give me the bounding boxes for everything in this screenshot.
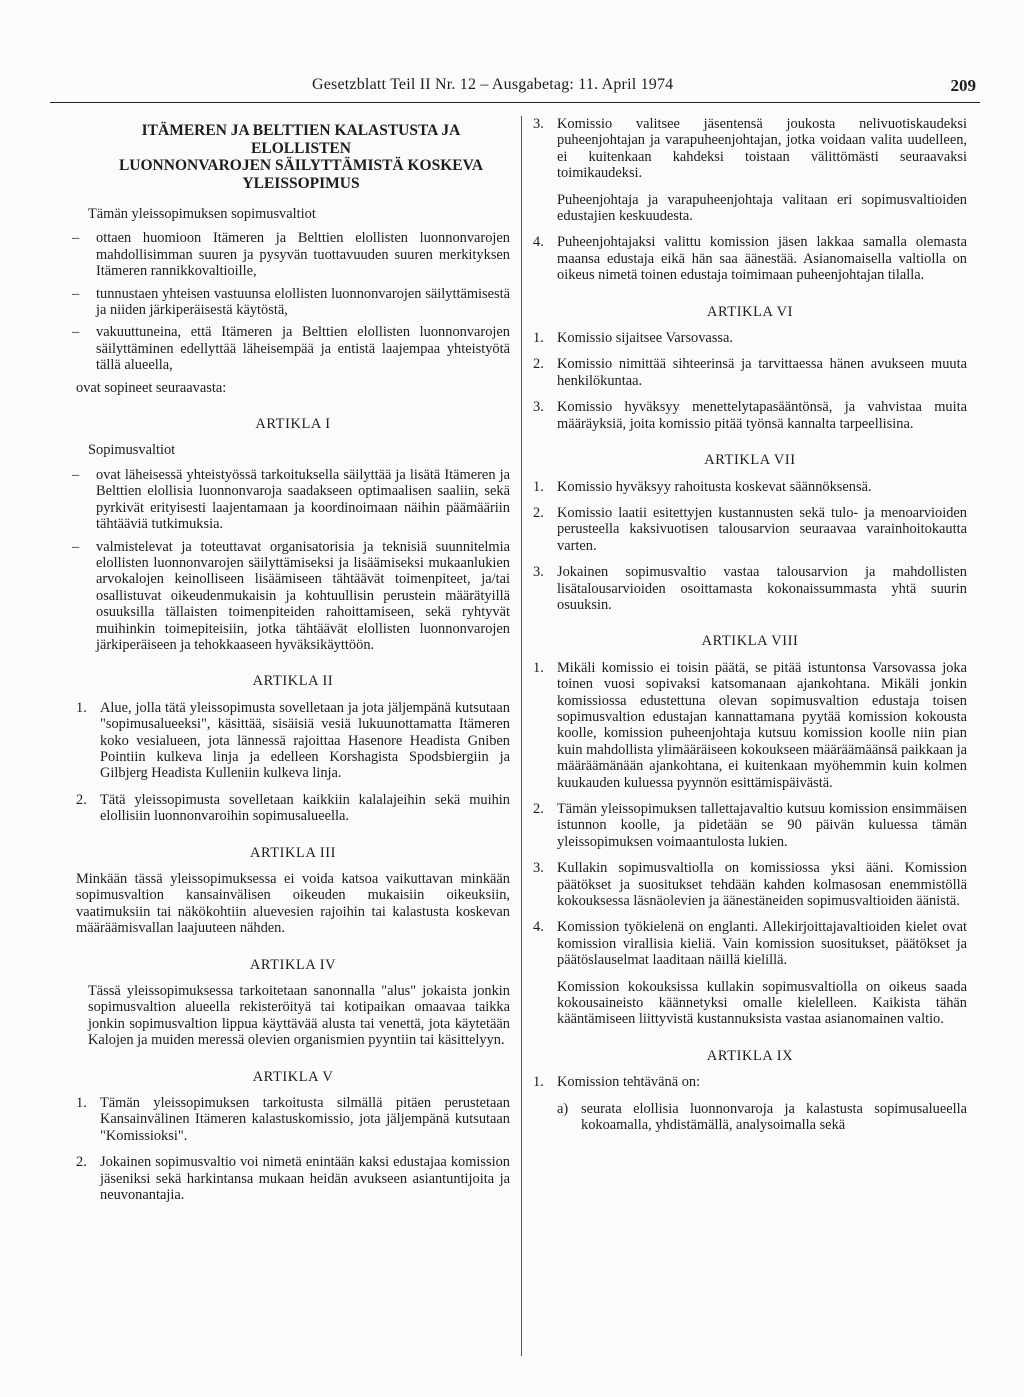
- article-heading: ARTIKLA VII: [704, 452, 796, 469]
- article-text: Minkään tässä yleissopimuksessa ei voida katsoa vaikuttavan minkään sopimusvaltion kansainvälisen oikeuden mukaisiin oikeuksiin, vaatimuksiin tai näkökohtiin aluevesien rajoihin tai kalastusta koskevan määräämisvallan laajuuteen nähden.: [76, 871, 510, 937]
- numbered-paragraph: [533, 192, 967, 225]
- paragraph-number: 2.: [533, 504, 544, 521]
- paragraph-text: Komission kokouksissa kullakin sopimusvaltiolla on oikeus saada kokousaineisto käännetyksi omalle kielelleen. Kaikista tähän kääntämiseen liittyvistä kustannuksista vastaa asianomainen valtio.: [557, 978, 967, 1028]
- paragraph-text: seurata elollisia luonnonvaroja ja kalastusta sopimusalueella kokoamalla, yhdistämällä, analysoimalla sekä: [581, 1100, 967, 1134]
- paragraph-text: Tätä yleissopimusta sovelletaan kaikkiin kalalajeihin sekä muihin elollisiin luonnonvaroihin sopimusalueella.: [100, 791, 510, 825]
- article-heading: ARTIKLA V: [252, 1068, 334, 1085]
- paragraph-text: Puheenjohtaja ja varapuheenjohtaja valitaan eri sopimusvaltioiden edustajien keskuudesta.: [557, 191, 967, 225]
- numbered-paragraph: [76, 792, 510, 825]
- article-item: – valmistelevat ja toteuttavat organisatorisia ja teknisiä suunnitelmia elollisten luonnonvarojen säilyttämiseksi ja lisäämiseksi mukaanlukien arvokalojen keinolliseen lisäämiseen tähtäävät toimenpiteet, ja/tai osallistuvat oikeudenmukaisin ja kohtuullisin perustein määrätyillä osuuksilla tällaisten toimenpiteiden rahoittamiseen, sekä ryhtyvät muihinkin toimepiteisiin, jotka tähtäävät elollisten luonnonvarojen järkiperäiseen ja tehokkaaseen hyväksikäyttöön.: [76, 539, 510, 654]
- paragraph-text: Komission tehtävänä on:: [557, 1074, 701, 1091]
- article-heading: ARTIKLA III: [249, 844, 337, 861]
- numbered-paragraph: [533, 919, 967, 968]
- paragraph-text: Komissio hyväksyy menettelytapasääntönsä, ja vahvistaa muita määräyksiä, joita komissio pitää työnsä kannalta tarpeellisina.: [557, 399, 967, 432]
- numbered-paragraph: [533, 660, 967, 791]
- article-heading: ARTIKLA IX: [706, 1047, 794, 1064]
- article-heading: ARTIKLA VIII: [701, 633, 799, 650]
- paragraph-number: 2.: [76, 1154, 87, 1171]
- paragraph-number: 3.: [533, 399, 544, 416]
- right-column: [533, 116, 967, 1144]
- paragraph-text: Kullakin sopimusvaltiolla on komissiossa yksi ääni. Komission päätökset ja suositukset tehdään kahden kolmasosan enemmistöllä kokouksessa läsnäolevien ja äänestäneiden sopimusvaltioiden äänistä.: [557, 860, 967, 910]
- numbered-paragraph: [76, 700, 510, 782]
- page-header: [50, 76, 980, 103]
- article-lead: Sopimusvaltiot: [88, 442, 176, 459]
- article-heading: ARTIKLA I: [255, 416, 331, 433]
- paragraph-text: Komissio sijaitsee Varsovassa.: [557, 330, 734, 347]
- preamble-item: – ottaen huomioon Itämeren ja Belttien elollisten luonnonvarojen mahdollisimman suuren ja pysyvän tuottavuuden suuren merkityksen Itämeren rannikkovaltioille,: [76, 230, 510, 279]
- preamble-item: – tunnustaen yhteisen vastuunsa elollisten luonnonvarojen säilyttämisestä ja niiden järkiperäisestä käytöstä,: [76, 286, 510, 319]
- numbered-paragraph: [533, 860, 967, 909]
- paragraph-text: Puheenjohtajaksi valittu komission jäsen lakkaa samalla olemasta maansa edustaja eikä hän saa äänestää. Asianomaisella valtiolla on oikeus nimetä toinen edustaja toimimaan puheenjohtajan tilalla.: [557, 234, 967, 284]
- article-item: – ovat läheisessä yhteistyössä tarkoituksella säilyttää ja lisätä Itämeren ja Belttien elollisia luonnonvaroja saadakseen optimaalisen saaliin, sekä pyrkivät erityisesti laajentamaan ja koordinoimaan näihin päämääriin tähtääviä tutkimuksia.: [76, 467, 510, 533]
- paragraph-text: Komission työkielenä on englanti. Allekirjoittajavaltioiden kielet ovat komission virallisia kieliä. Vain komission suositukset, päätökset ja päätöslauselmat laaditaan näillä kielillä.: [557, 919, 967, 969]
- paragraph-text: Komissio hyväksyy rahoitusta koskevat säännöksensä.: [557, 478, 872, 495]
- numbered-paragraph: [533, 234, 967, 283]
- document-title: [102, 122, 500, 192]
- paragraph-number: 2.: [533, 801, 544, 817]
- paragraph-number: 1.: [533, 330, 544, 347]
- numbered-paragraph: [533, 979, 967, 1028]
- paragraph-number: 2.: [76, 791, 87, 808]
- paragraph-text: Jokainen sopimusvaltio voi nimetä enintään kaksi edustajaa komission jäseniksi sekä harkintansa mukaan heidän avukseen asiantuntijoita ja neuvonantajia.: [100, 1154, 510, 1204]
- page-number: 209: [950, 76, 976, 95]
- numbered-paragraph: [533, 399, 967, 432]
- paragraph-text: Tämän yleissopimuksen tarkoitusta silmällä pitäen perustetaan Kansainvälinen Itämeren kalastuskomissio, jota jäljempänä kutsutaan "Komissioksi".: [100, 1095, 510, 1144]
- paragraph-text: Komissio valitsee jäsentensä joukosta nelivuotiskaudeksi puheenjohtajan ja varapuheenjohtajan, jotka voidaan valita uudelleen, ei kuitenkaan kahdeksi toistaan välittömästi seuraavaksi toimikaudeksi.: [557, 116, 967, 182]
- numbered-paragraph: [533, 479, 967, 495]
- paragraph-number: 3.: [533, 564, 544, 581]
- paragraph-number: [533, 979, 557, 1028]
- column-divider: [521, 116, 522, 1356]
- paragraph-letter: a): [557, 1100, 569, 1117]
- numbered-paragraph: [533, 505, 967, 554]
- numbered-paragraph: [76, 1095, 510, 1144]
- paragraph-text: Mikäli komissio ei toisin päätä, se pitää istuntonsa Varsovassa joka toinen vuosi sopivaksi katsomanaan ajankohtana. Mikäli jonkin komissiossa edustettuna olevan sopimusvaltion edustaja toisen sopimusvaltion edustajan kannattamana pyytää komission kokousta koolle, komission puheenjohtaja kutsuu komission koolle niin pian kuin mahdollista ylimääräiseen kokoukseen määräämäänsä paikkaan ja määräämänään ajankohtana, ei kuitenkaan myöhemmin kuin kolmen kuukauden kuluessa pyynnön esittämispäivästä.: [557, 659, 967, 791]
- numbered-paragraph: [533, 116, 967, 182]
- paragraph-number: 1.: [533, 1074, 544, 1091]
- paragraph-text: Komissio laatii esitettyjen kustannusten sekä tulo- ja menoarvioiden perusteella kaksivuotisen talousarvion seuraavaa varainhoitokautta varten.: [557, 504, 967, 554]
- paragraph-text: Tämän yleissopimuksen tallettajavaltio kutsuu komission ensimmäisen istunnon koolle, ja pidetään se 90 päivän kuluessa tämän yleissopimuksen voimaantulosta lukien.: [557, 801, 967, 850]
- numbered-paragraph: [533, 564, 967, 613]
- lettered-paragraph: [533, 1101, 967, 1134]
- numbered-paragraph: [533, 330, 967, 346]
- paragraph-number: 1.: [533, 478, 544, 495]
- title-line: ELOLLISTEN: [251, 139, 351, 157]
- paragraph-number: 3.: [533, 116, 544, 132]
- numbered-paragraph: [533, 356, 967, 389]
- paragraph-text: Alue, jolla tätä yleissopimusta sovelletaan ja jota jäljempänä kutsutaan "sopimusalueeksi", käsittää, sisäisiä vesiä lukuunottamatta Itämeren koko vesialueen, jota lännessä rajoittaa Hasenore Headista Gniben Pointiin kulkeva linja ja edelleen Korshagista Spodsbiergiin ja Gilbjerg Headista Kulleniin kulkeva linja.: [100, 699, 510, 782]
- article-text: Tässä yleissopimuksessa tarkoitetaan sanonnalla "alus" jokaista jonkin sopimusvaltion alueella rekisteröityä tai kotipaikan omaavaa taikka jonkin sopimusvaltion lippua käyttävää alusta tai venettä, jota käytetään Kalojen ja muiden meressä olevien organismien pyyntiin tai käsittelyyn.: [88, 983, 510, 1049]
- paragraph-number: [533, 192, 557, 225]
- article-heading: ARTIKLA II: [252, 673, 334, 690]
- paragraph-number: 1.: [533, 659, 544, 676]
- title-line: LUONNONVAROJEN SÄILYTTÄMISTÄ KOSKEVA: [118, 157, 484, 174]
- paragraph-number: 3.: [533, 860, 544, 877]
- article-heading: ARTIKLA VI: [706, 303, 793, 320]
- numbered-paragraph: [533, 1074, 967, 1090]
- article-heading: ARTIKLA IV: [249, 956, 337, 973]
- agreed-text: ovat sopineet seuraavasta:: [76, 379, 227, 396]
- numbered-paragraph: [76, 1154, 510, 1203]
- paragraph-number: 1.: [76, 699, 87, 716]
- paragraph-text: Komissio nimittää sihteerinsä ja tarvittaessa hänen avukseen muuta henkilökuntaa.: [557, 356, 967, 389]
- title-line: YLEISSOPIMUS: [242, 174, 360, 192]
- title-line: ITÄMEREN JA BELTTIEN KALASTUSTA JA: [141, 122, 461, 139]
- paragraph-text: Jokainen sopimusvaltio vastaa talousarvion ja mahdollisten lisätalousarvioiden osoittamasta kokonaissummasta yhtä suurin osuuksin.: [557, 564, 967, 613]
- paragraph-number: 4.: [533, 919, 544, 936]
- header-title: Gesetzblatt Teil II Nr. 12 – Ausgabetag: 11. April 1974: [312, 76, 674, 93]
- paragraph-number: 4.: [533, 234, 544, 251]
- left-column: [76, 116, 510, 1214]
- paragraph-number: 2.: [533, 356, 544, 373]
- numbered-paragraph: [533, 801, 967, 850]
- preamble-intro: Tämän yleissopimuksen sopimusvaltiot: [88, 206, 316, 222]
- paragraph-number: 1.: [76, 1095, 87, 1112]
- preamble-item: – vakuuttuneina, että Itämeren ja Belttien elollisten luonnonvarojen säilyttäminen edellyttää läheisempää ja entistä laajempaa yhteistyötä tällä alueella,: [76, 324, 510, 373]
